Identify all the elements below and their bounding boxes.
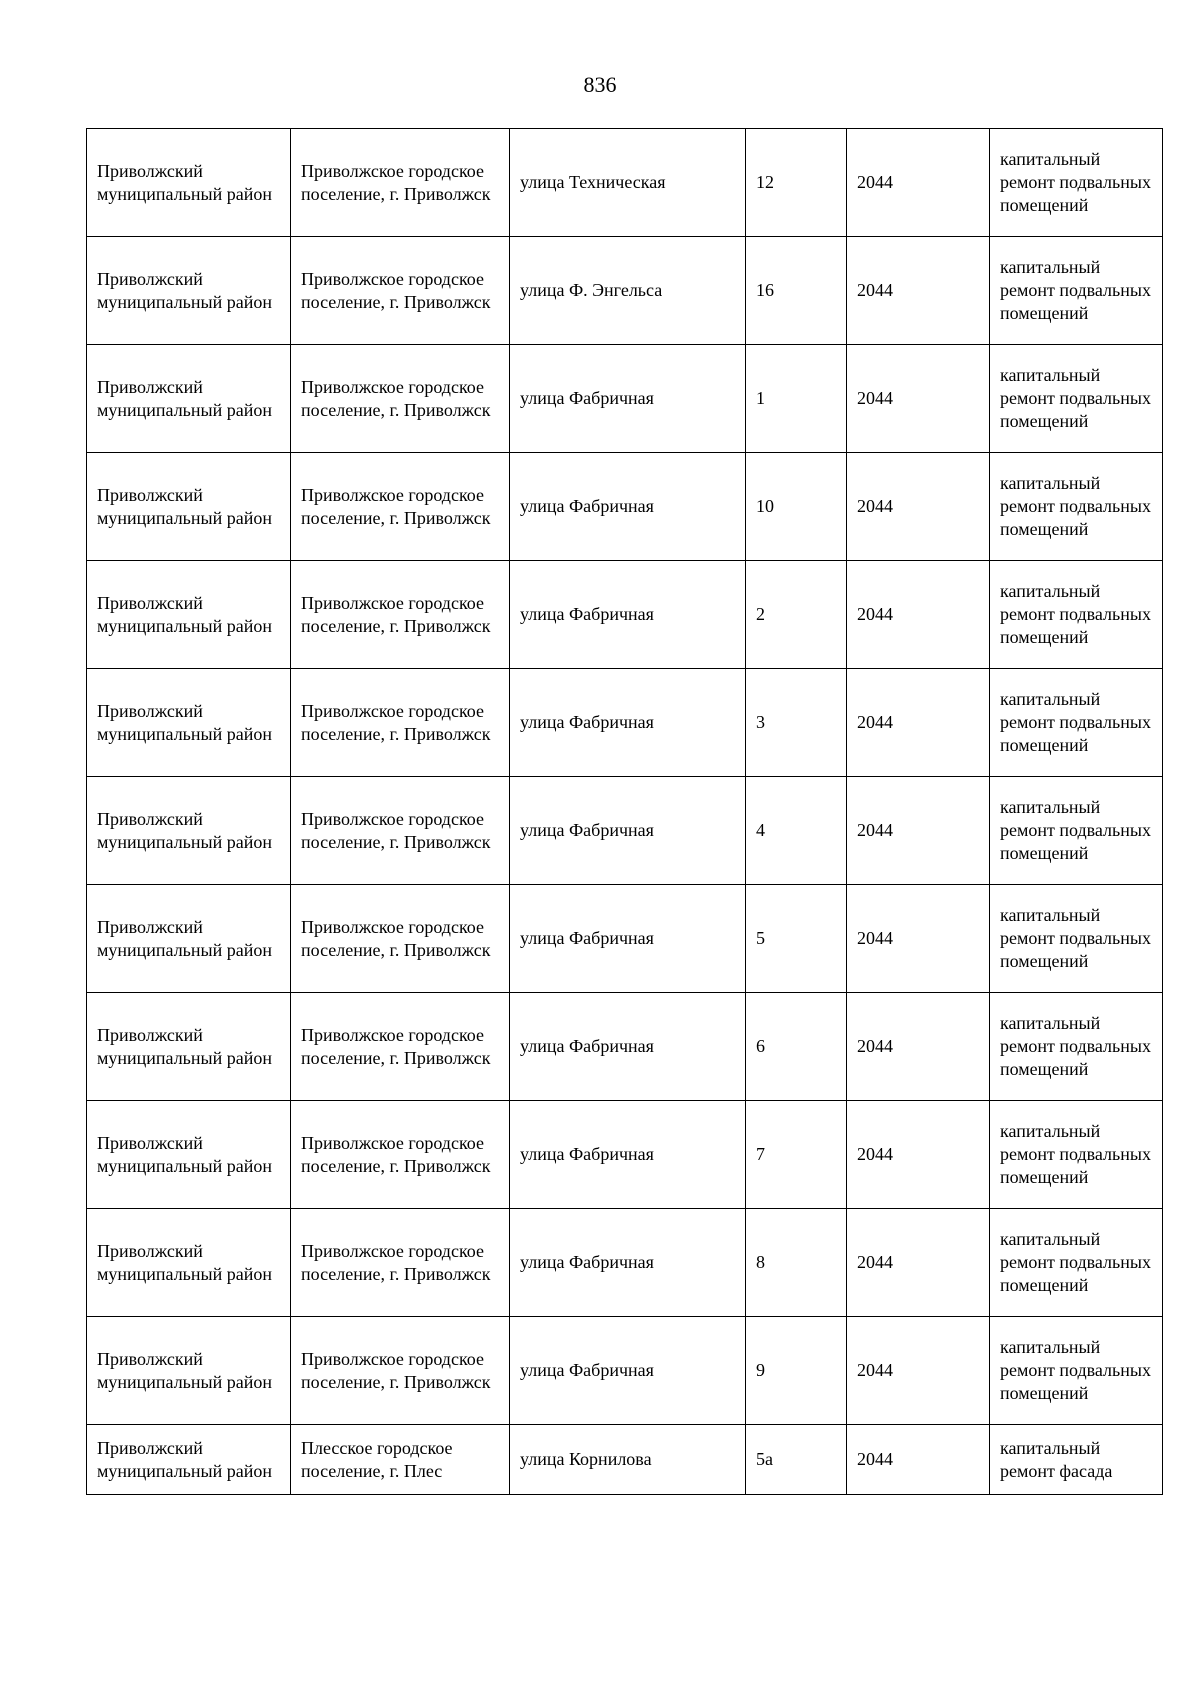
house-number-cell-text: 5а xyxy=(756,1449,773,1469)
district-cell xyxy=(87,777,291,885)
work-type-cell-text: капитальный ремонт подвальных помещений xyxy=(1000,1121,1151,1187)
year-cell-text: 2044 xyxy=(857,388,893,408)
house-number-cell-text: 10 xyxy=(756,496,774,516)
work-type-cell-text: капитальный ремонт подвальных помещений xyxy=(1000,365,1151,431)
district-cell xyxy=(87,1101,291,1209)
settlement-cell xyxy=(291,561,510,669)
district-cell-text: Приволжский муниципальный район xyxy=(97,808,273,852)
year-cell xyxy=(847,885,990,993)
year-cell xyxy=(847,345,990,453)
year-cell-text: 2044 xyxy=(857,1360,893,1380)
street-cell-text: улица Техническая xyxy=(520,172,666,192)
year-cell xyxy=(847,453,990,561)
work-type-cell-text: капитальный ремонт подвальных помещений xyxy=(1000,1013,1151,1079)
settlement-cell xyxy=(291,1101,510,1209)
table-row xyxy=(87,129,1163,237)
settlement-cell xyxy=(291,1317,510,1425)
settlement-cell-text: Приволжское городское поселение, г. Приволжск xyxy=(301,1132,491,1176)
house-number-cell xyxy=(746,237,847,345)
settlement-cell-text: Приволжское городское поселение, г. Приволжск xyxy=(301,916,491,960)
year-cell-text: 2044 xyxy=(857,1144,893,1164)
settlement-cell-text: Приволжское городское поселение, г. Приволжск xyxy=(301,268,491,312)
house-number-cell xyxy=(746,345,847,453)
house-number-cell-text: 3 xyxy=(756,712,765,732)
house-number-cell-text: 9 xyxy=(756,1360,765,1380)
settlement-cell xyxy=(291,129,510,237)
district-cell-text: Приволжский муниципальный район xyxy=(97,1024,273,1068)
house-number-cell-text: 1 xyxy=(756,388,765,408)
year-cell xyxy=(847,1101,990,1209)
settlement-cell-text: Приволжское городское поселение, г. Приволжск xyxy=(301,376,491,420)
registry-table xyxy=(86,128,1163,1495)
work-type-cell-text: капитальный ремонт подвальных помещений xyxy=(1000,257,1151,323)
house-number-cell xyxy=(746,129,847,237)
settlement-cell-text: Приволжское городское поселение, г. Приволжск xyxy=(301,592,491,636)
year-cell-text: 2044 xyxy=(857,172,893,192)
street-cell-text: улица Корнилова xyxy=(520,1449,652,1469)
district-cell-text: Приволжский муниципальный район xyxy=(97,1348,273,1392)
settlement-cell xyxy=(291,777,510,885)
year-cell xyxy=(847,129,990,237)
table-row xyxy=(87,885,1163,993)
street-cell xyxy=(510,1317,746,1425)
page-number: 836 xyxy=(583,72,617,97)
street-cell-text: улица Ф. Энгельса xyxy=(520,280,663,300)
street-cell-text: улица Фабричная xyxy=(520,820,654,840)
year-cell xyxy=(847,993,990,1101)
year-cell-text: 2044 xyxy=(857,1252,893,1272)
year-cell-text: 2044 xyxy=(857,280,893,300)
district-cell-text: Приволжский муниципальный район xyxy=(97,1132,273,1176)
street-cell xyxy=(510,777,746,885)
street-cell-text: улица Фабричная xyxy=(520,496,654,516)
street-cell xyxy=(510,1209,746,1317)
street-cell-text: улица Фабричная xyxy=(520,712,654,732)
table-row xyxy=(87,1209,1163,1317)
house-number-cell xyxy=(746,993,847,1101)
house-number-cell xyxy=(746,1101,847,1209)
settlement-cell xyxy=(291,345,510,453)
district-cell xyxy=(87,669,291,777)
year-cell xyxy=(847,1209,990,1317)
street-cell-text: улица Фабричная xyxy=(520,388,654,408)
house-number-cell-text: 7 xyxy=(756,1144,765,1164)
settlement-cell xyxy=(291,1209,510,1317)
street-cell xyxy=(510,1101,746,1209)
street-cell xyxy=(510,885,746,993)
house-number-cell xyxy=(746,669,847,777)
district-cell xyxy=(87,237,291,345)
year-cell xyxy=(847,1425,990,1495)
work-type-cell xyxy=(990,345,1163,453)
work-type-cell xyxy=(990,885,1163,993)
district-cell-text: Приволжский муниципальный район xyxy=(97,592,273,636)
year-cell xyxy=(847,777,990,885)
street-cell xyxy=(510,129,746,237)
district-cell-text: Приволжский муниципальный район xyxy=(97,268,273,312)
house-number-cell xyxy=(746,561,847,669)
work-type-cell-text: капитальный ремонт подвальных помещений xyxy=(1000,581,1151,647)
street-cell-text: улица Фабричная xyxy=(520,604,654,624)
year-cell xyxy=(847,669,990,777)
settlement-cell xyxy=(291,453,510,561)
settlement-cell-text: Приволжское городское поселение, г. Приволжск xyxy=(301,700,491,744)
district-cell-text: Приволжский муниципальный район xyxy=(97,376,273,420)
table-row xyxy=(87,777,1163,885)
table-row xyxy=(87,993,1163,1101)
year-cell-text: 2044 xyxy=(857,604,893,624)
house-number-cell-text: 5 xyxy=(756,928,765,948)
work-type-cell xyxy=(990,1317,1163,1425)
district-cell xyxy=(87,1425,291,1495)
work-type-cell-text: капитальный ремонт подвальных помещений xyxy=(1000,905,1151,971)
street-cell-text: улица Фабричная xyxy=(520,1144,654,1164)
house-number-cell xyxy=(746,1425,847,1495)
house-number-cell xyxy=(746,777,847,885)
year-cell-text: 2044 xyxy=(857,1036,893,1056)
work-type-cell-text: капитальный ремонт подвальных помещений xyxy=(1000,689,1151,755)
street-cell-text: улица Фабричная xyxy=(520,1360,654,1380)
street-cell xyxy=(510,237,746,345)
work-type-cell xyxy=(990,777,1163,885)
settlement-cell-text: Приволжское городское поселение, г. Приволжск xyxy=(301,484,491,528)
work-type-cell xyxy=(990,669,1163,777)
work-type-cell xyxy=(990,237,1163,345)
street-cell xyxy=(510,669,746,777)
table-row xyxy=(87,237,1163,345)
table-row xyxy=(87,1317,1163,1425)
house-number-cell xyxy=(746,885,847,993)
work-type-cell-text: капитальный ремонт подвальных помещений xyxy=(1000,473,1151,539)
table-row xyxy=(87,345,1163,453)
settlement-cell-text: Приволжское городское поселение, г. Приволжск xyxy=(301,1240,491,1284)
year-cell xyxy=(847,561,990,669)
work-type-cell-text: капитальный ремонт подвальных помещений xyxy=(1000,797,1151,863)
table-row xyxy=(87,669,1163,777)
district-cell xyxy=(87,345,291,453)
table-row xyxy=(87,1101,1163,1209)
year-cell xyxy=(847,237,990,345)
table-body xyxy=(87,129,1163,1495)
street-cell xyxy=(510,1425,746,1495)
year-cell-text: 2044 xyxy=(857,1449,893,1469)
settlement-cell xyxy=(291,993,510,1101)
work-type-cell-text: капитальный ремонт подвальных помещений xyxy=(1000,1337,1151,1403)
street-cell xyxy=(510,993,746,1101)
district-cell xyxy=(87,1317,291,1425)
house-number-cell-text: 8 xyxy=(756,1252,765,1272)
street-cell xyxy=(510,561,746,669)
house-number-cell-text: 2 xyxy=(756,604,765,624)
table-row xyxy=(87,453,1163,561)
work-type-cell xyxy=(990,1101,1163,1209)
house-number-cell xyxy=(746,1209,847,1317)
district-cell xyxy=(87,561,291,669)
street-cell-text: улица Фабричная xyxy=(520,928,654,948)
work-type-cell xyxy=(990,561,1163,669)
settlement-cell xyxy=(291,237,510,345)
year-cell xyxy=(847,1317,990,1425)
district-cell-text: Приволжский муниципальный район xyxy=(97,484,273,528)
work-type-cell-text: капитальный ремонт фасада xyxy=(1000,1437,1113,1481)
work-type-cell-text: капитальный ремонт подвальных помещений xyxy=(1000,1229,1151,1295)
work-type-cell xyxy=(990,453,1163,561)
house-number-cell xyxy=(746,1317,847,1425)
settlement-cell xyxy=(291,1425,510,1495)
district-cell-text: Приволжский муниципальный район xyxy=(97,916,273,960)
district-cell xyxy=(87,129,291,237)
year-cell-text: 2044 xyxy=(857,712,893,732)
year-cell-text: 2044 xyxy=(857,496,893,516)
year-cell-text: 2044 xyxy=(857,820,893,840)
work-type-cell xyxy=(990,129,1163,237)
street-cell xyxy=(510,453,746,561)
table-row xyxy=(87,1425,1163,1495)
house-number-cell-text: 4 xyxy=(756,820,765,840)
house-number-cell-text: 6 xyxy=(756,1036,765,1056)
table-row xyxy=(87,561,1163,669)
year-cell-text: 2044 xyxy=(857,928,893,948)
district-cell-text: Приволжский муниципальный район xyxy=(97,160,273,204)
settlement-cell-text: Приволжское городское поселение, г. Приволжск xyxy=(301,808,491,852)
street-cell-text: улица Фабричная xyxy=(520,1252,654,1272)
settlement-cell-text: Приволжское городское поселение, г. Приволжск xyxy=(301,160,491,204)
work-type-cell xyxy=(990,1425,1163,1495)
house-number-cell-text: 16 xyxy=(756,280,774,300)
settlement-cell-text: Приволжское городское поселение, г. Приволжск xyxy=(301,1348,491,1392)
settlement-cell xyxy=(291,669,510,777)
settlement-cell-text: Приволжское городское поселение, г. Приволжск xyxy=(301,1024,491,1068)
settlement-cell-text: Плесское городское поселение, г. Плес xyxy=(301,1437,453,1481)
district-cell-text: Приволжский муниципальный район xyxy=(97,1437,273,1481)
district-cell-text: Приволжский муниципальный район xyxy=(97,1240,273,1284)
district-cell xyxy=(87,885,291,993)
district-cell xyxy=(87,453,291,561)
district-cell xyxy=(87,993,291,1101)
house-number-cell xyxy=(746,453,847,561)
work-type-cell xyxy=(990,1209,1163,1317)
house-number-cell-text: 12 xyxy=(756,172,774,192)
street-cell-text: улица Фабричная xyxy=(520,1036,654,1056)
work-type-cell xyxy=(990,993,1163,1101)
settlement-cell xyxy=(291,885,510,993)
street-cell xyxy=(510,345,746,453)
work-type-cell-text: капитальный ремонт подвальных помещений xyxy=(1000,149,1151,215)
district-cell-text: Приволжский муниципальный район xyxy=(97,700,273,744)
district-cell xyxy=(87,1209,291,1317)
